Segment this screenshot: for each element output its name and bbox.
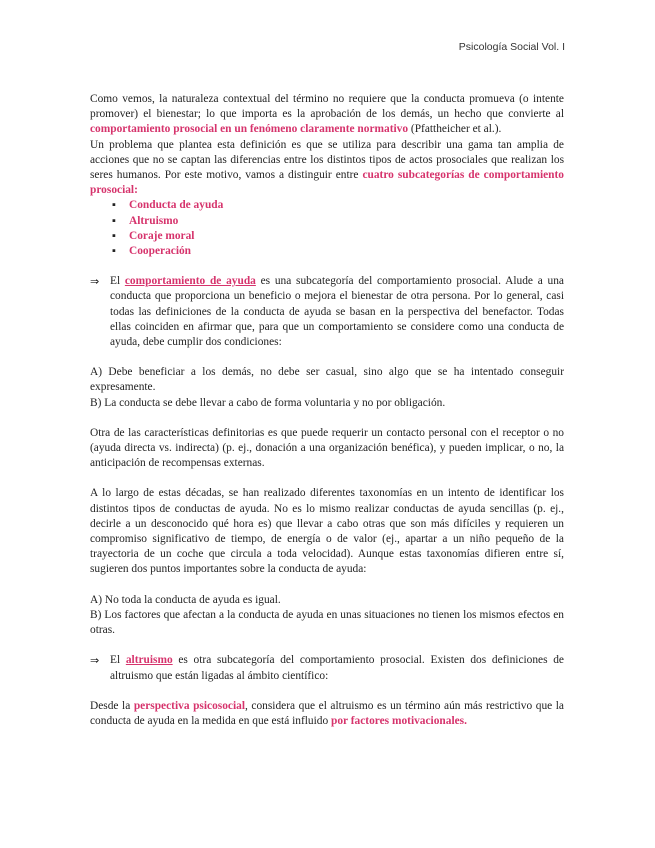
- paragraph-taxonomias: A lo largo de estas décadas, se han realizado diferentes taxonomías en un intento de identificar los distintos tipos de conductas de ayuda. No es lo mismo realizar conductas de ayuda sencillas (p. ej., decirle a un desconocido qué hora es) que llevar a cabo otras que son más difíciles y requieren un compromiso significativo de tiempo, de energía o de valor (ej., apartar a un niño pequeño de la trayectoria de un coche que circula a toda velocidad). Aunque estas taxonomías difieren entre sí, sugieren dos puntos importantes sobre la conducta de ayuda:: [90, 487, 564, 576]
- highlight-motivacionales: por factores motivacionales.: [331, 714, 467, 727]
- term-ayuda: comportamiento de ayuda: [124, 275, 256, 288]
- highlight-normativo: comportamiento prosocial en un fenómeno claramente normativo: [90, 123, 409, 136]
- highlight-subcategorias: cuatro subcategorías de comportamiento prosocial:: [90, 169, 564, 197]
- list-item: ▪ Conducta de ayuda: [112, 198, 564, 213]
- paragraph-otra: Otra de las características definitorias es que puede requerir un contacto personal con el receptor o no (ayuda directa vs. indirecta) (p. ej., donación a una organización benéfica), y pueden implicar, o no, la anticipación de recompensas externas.: [90, 426, 564, 470]
- section-altruismo: ⇒ El altruismo es otra subcategoría del comportamiento prosocial. Existen dos definiciones de altruismo que están ligadas al ámbito científico:: [90, 654, 564, 682]
- paragraph-psicosocial: Desde la perspectiva psicosocial, considera que el altruismo es un término aún más restrictivo que la conducta de ayuda en la medida en que está influido por factores motivacionales.: [90, 699, 564, 727]
- paragraph-intro-2: Un problema que plantea esta definición es que se utiliza para describir una gama tan amplia de acciones que no se captan las diferencias entre los distintos tipos de actos prosociales que realizan los seres humanos. Por este motivo, vamos a distinguir entre cuatro subcategorías de comportamiento prosocial:: [90, 138, 564, 197]
- condition-b: B) La conducta se debe llevar a cabo de forma voluntaria y no por obligación.: [90, 396, 446, 409]
- point-a: A) No toda la conducta de ayuda es igual.: [90, 593, 281, 606]
- document-body: [90, 92, 564, 729]
- term-altruismo: altruismo: [125, 654, 173, 667]
- section-ayuda: ⇒ El comportamiento de ayuda es una subcategoría del comportamiento prosocial. Alude a una conducta que proporciona un beneficio o mejora el bienestar de otra persona. Por lo general, casi todas las definiciones de la conducta de ayuda se basan en la perspectiva del benefactor. Todas ellas coinciden en afirmar que, para que un comportamiento se considere como una conducta de ayuda, debe cumplir dos condiciones:: [90, 275, 564, 349]
- highlight-psicosocial: perspectiva psicosocial: [133, 699, 245, 712]
- list-item: ▪ Coraje moral: [112, 229, 564, 244]
- condition-a: A) Debe beneficiar a los demás, no debe ser casual, sino algo que se ha intentado conseguir expresamente.: [90, 366, 564, 394]
- point-b: B) Los factores que afectan a la conducta de ayuda en unas situaciones no tienen los mismos efectos en otras.: [90, 608, 564, 637]
- subcategory-list: [90, 198, 564, 259]
- arrow-icon: ⇒: [90, 654, 100, 668]
- list-item: ▪ Cooperación: [112, 244, 564, 259]
- page-header: Psicología Social Vol. I: [458, 41, 565, 53]
- paragraph-intro-1: Como vemos, la naturaleza contextual del término no requiere que la conducta promueva (o intente promover) el bienestar; lo que importa es la aprobación de los demás, un hecho que convierte al comportamiento prosocial en un fenómeno claramente normativo (Pfattheicher et al.).: [90, 93, 564, 136]
- list-item: ▪ Altruismo: [112, 214, 564, 229]
- arrow-icon: ⇒: [90, 275, 100, 289]
